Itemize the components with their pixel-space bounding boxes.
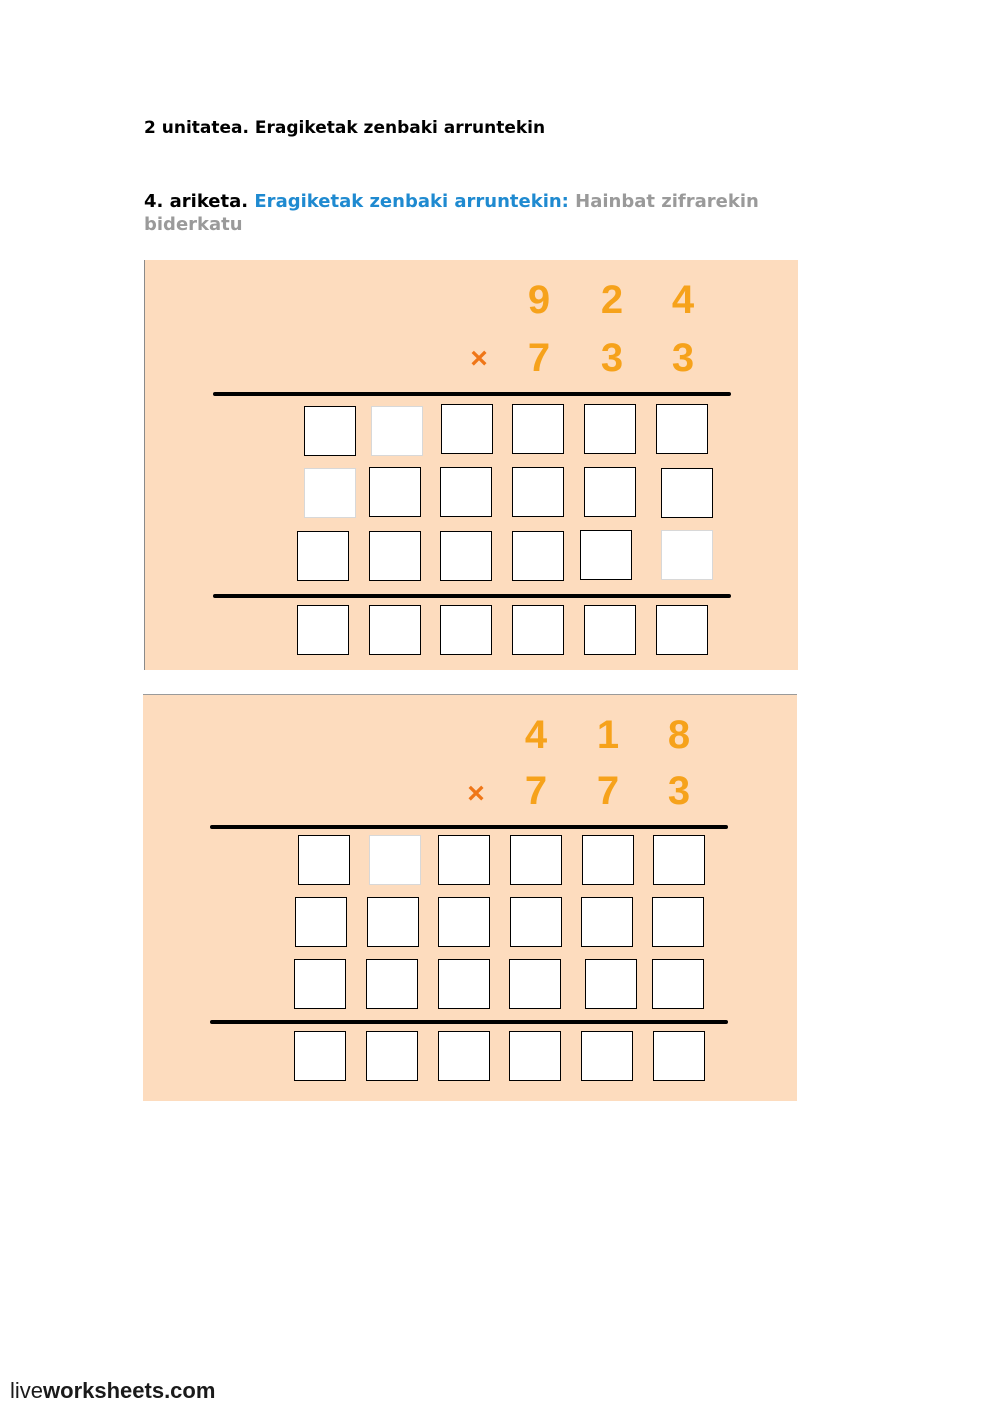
answer-box[interactable] [369,467,421,517]
answer-box[interactable] [366,959,418,1009]
answer-box[interactable] [656,605,708,655]
answer-box[interactable] [656,404,708,454]
unit-title: 2 unitatea. Eragiketak zenbaki arruntekin [144,118,546,138]
answer-box[interactable] [298,835,350,885]
answer-box[interactable] [512,404,564,454]
answer-box[interactable] [297,531,349,581]
multiplier-digit: 3 [600,336,624,380]
answer-box[interactable] [440,605,492,655]
multiplicand-digit: 4 [671,278,695,322]
answer-box[interactable] [369,531,421,581]
answer-box[interactable] [580,530,632,580]
answer-box[interactable] [584,467,636,517]
multiplier-digit: 7 [527,336,551,380]
answer-box[interactable] [652,959,704,1009]
answer-box[interactable] [438,835,490,885]
answer-box[interactable] [652,897,704,947]
answer-box[interactable] [584,404,636,454]
answer-box[interactable] [367,897,419,947]
answer-box[interactable] [366,1031,418,1081]
answer-box[interactable] [510,835,562,885]
exercise-topic: Eragiketak zenbaki arruntekin: [254,191,569,212]
answer-box[interactable] [661,468,713,518]
answer-box[interactable] [512,605,564,655]
answer-box[interactable] [661,530,713,580]
multiplier-digit: 7 [596,769,620,813]
exercise-number: 4. ariketa. [144,191,249,212]
answer-box[interactable] [297,605,349,655]
multiplicand-digit: 4 [524,713,548,757]
multiplier-digit: 7 [524,769,548,813]
answer-box[interactable] [653,835,705,885]
answer-box[interactable] [304,468,356,518]
result-line [213,392,731,396]
answer-box[interactable] [584,605,636,655]
answer-box[interactable] [371,406,423,456]
answer-box[interactable] [294,1031,346,1081]
answer-box[interactable] [582,835,634,885]
answer-box[interactable] [440,531,492,581]
result-line [210,825,728,829]
answer-box[interactable] [581,1031,633,1081]
answer-box[interactable] [294,959,346,1009]
answer-box[interactable] [438,897,490,947]
answer-box[interactable] [581,897,633,947]
logo-light-text: live [10,1378,44,1403]
answer-box[interactable] [304,406,356,456]
exercise-task: Hainbat zifrarekin biderkatu [144,191,759,235]
answer-box[interactable] [512,467,564,517]
sum-line [210,1020,728,1024]
answer-box[interactable] [510,897,562,947]
answer-box[interactable] [512,531,564,581]
multiplicand-digit: 9 [527,278,551,322]
answer-box[interactable] [653,1031,705,1081]
multiplier-digit: 3 [667,769,691,813]
answer-box[interactable] [440,467,492,517]
multiply-operator: × [467,777,485,810]
logo-bold-text: worksheets.com [43,1378,216,1403]
multiplier-digit: 3 [671,336,695,380]
answer-box[interactable] [438,959,490,1009]
answer-box[interactable] [441,404,493,454]
answer-box[interactable] [438,1031,490,1081]
multiplication-problem-1 [144,260,798,670]
answer-box[interactable] [509,959,561,1009]
multiplication-problem-2 [143,694,797,1101]
answer-box[interactable] [369,605,421,655]
multiplicand-digit: 1 [596,713,620,757]
multiplicand-digit: 2 [600,278,624,322]
liveworksheets-logo[interactable] [10,1378,215,1404]
answer-box[interactable] [509,1031,561,1081]
multiply-operator: × [470,342,488,375]
answer-box[interactable] [295,897,347,947]
answer-box[interactable] [369,835,421,885]
multiplicand-digit: 8 [667,713,691,757]
sum-line [213,594,731,598]
answer-box[interactable] [585,959,637,1009]
exercise-heading [144,190,804,236]
